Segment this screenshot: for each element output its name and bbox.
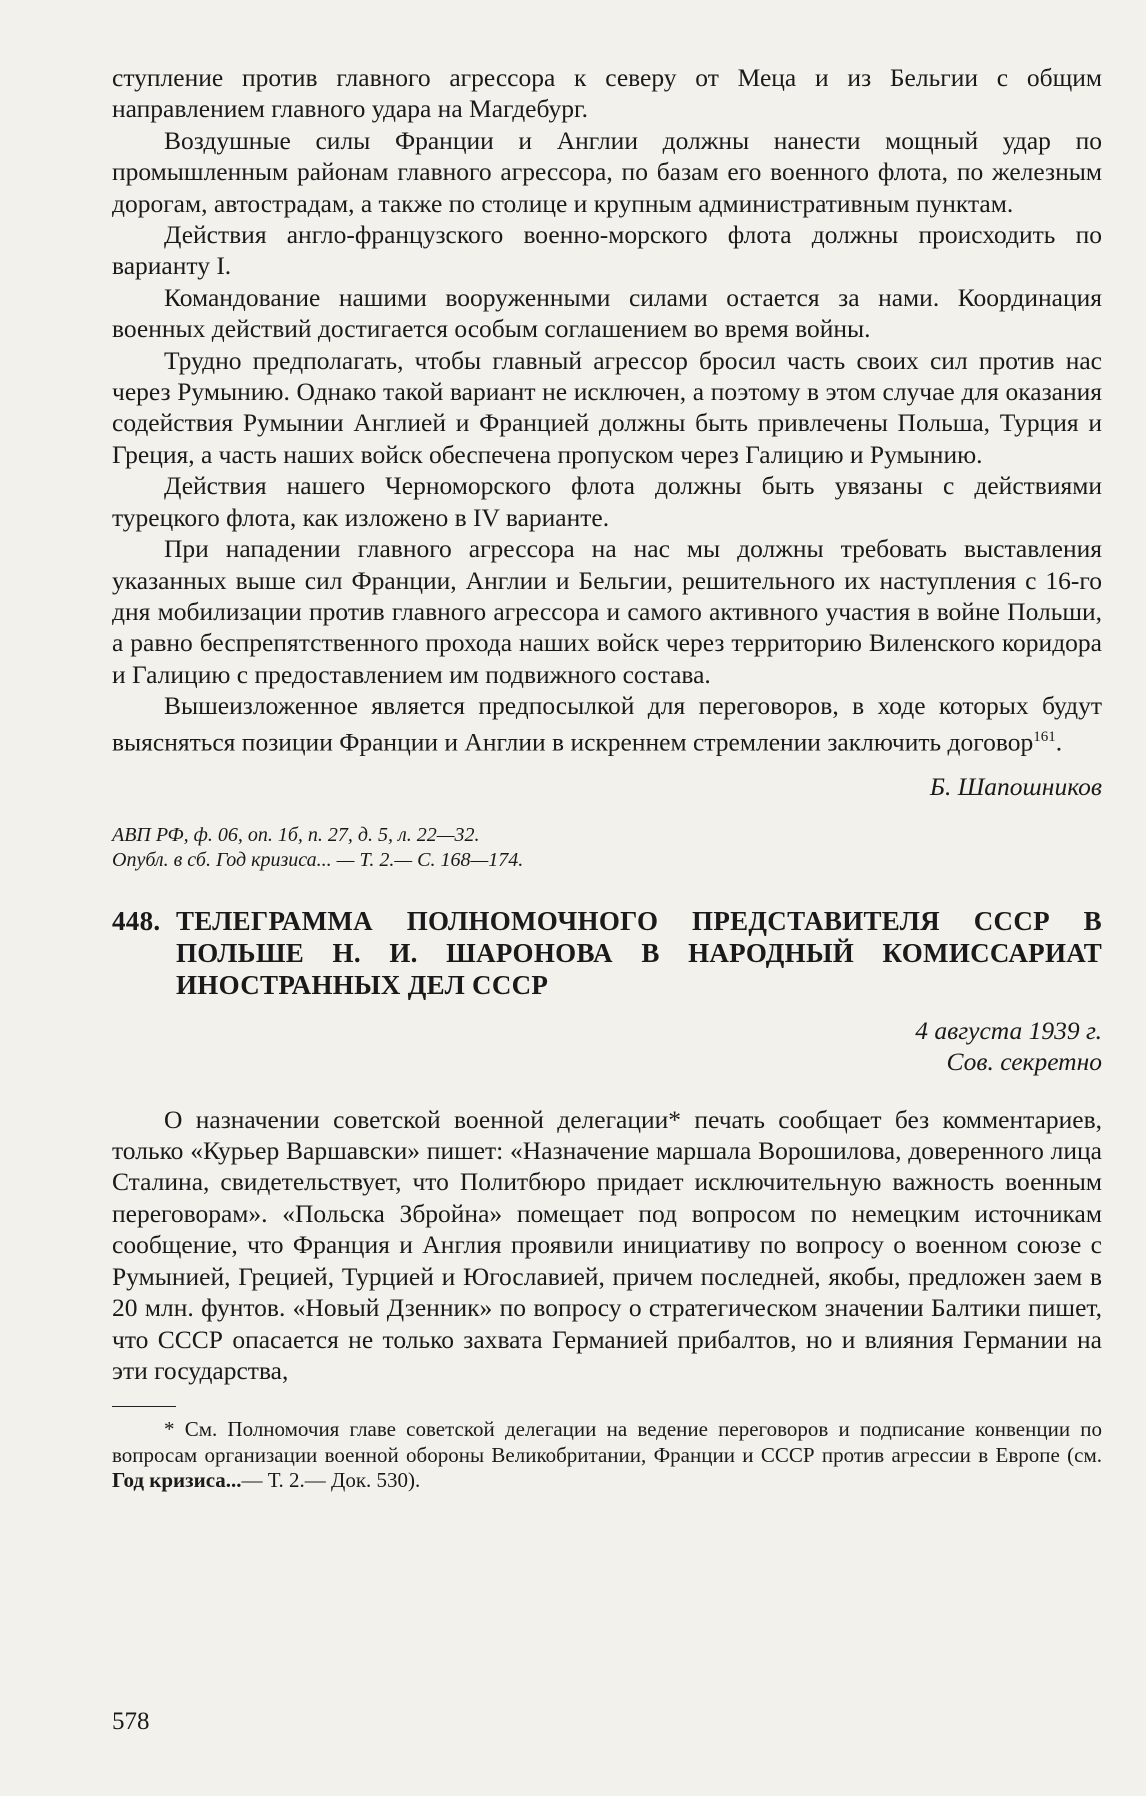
- paragraph-1: ступление против главного агрессора к северу от Меца и из Бельгии с общим направлением главного удара на Магдебург.: [112, 63, 1102, 124]
- paragraph-4: Командование нашими вооруженными силами остается за нами. Координация военных действий достигается особым соглашением во время войны.: [112, 282, 1102, 344]
- footnote-ref-161: 161: [1033, 728, 1056, 745]
- paragraph-6: Действия нашего Черноморского флота должны быть увязаны с действиями турецкого флота, как изложено в IV варианте.: [112, 471, 1102, 532]
- telegram-body: О назначении советской военной делегации* печать сообщает без комментариев, только «Курьер Варшавски» пишет: «Назначение маршала Ворошилова, доверенного лица Сталина, свидетельствует, что Политбюро придает исключительную важность военным переговорам». «Польска Збройна» помещает под вопросом по немецким источникам сообщение, что Франция и Англия проявили инициативу по вопросу о военном союзе с Румынией, Грецией, Турцией и Югославией, причем последней, якобы, предложен заем в 20 млн. фунтов. «Новый Дзенник» по вопросу о стратегическом значении Балтики пишет, что СССР опасается не только захвата Германией прибалтов, но и влияния Германии на эти государства,: [112, 1104, 1102, 1385]
- document-number: 448.: [112, 905, 161, 936]
- page-number: 578: [112, 1708, 150, 1735]
- footnote-divider: [112, 1406, 176, 1407]
- paragraph-8-text: Вышеизложенное является предпосылкой для переговоров, в ходе которых будут выясняться позиции Франции и Англии в искреннем стремлении заключить договор: [112, 691, 1102, 757]
- paragraph-5: Трудно предполагать, чтобы главный агрессор бросил часть своих сил против нас через Румынию. Однако такой вариант не исключен, а поэтому в этом случае для оказания содействия Румынии Англией и Францией должны быть привлечены Польша, Турция и Греция, а часть наших войск обеспечена пропуском через Галицию и Румынию.: [112, 345, 1102, 469]
- paragraph-8: [112, 690, 1102, 757]
- main-text: [112, 62, 1102, 1494]
- footnote-tail: — Т. 2.— Док. 530).: [241, 1468, 421, 1493]
- publication-reference: Опубл. в сб. Год кризиса... — Т. 2.— С. 168—174.: [112, 848, 524, 871]
- footnote-text: * См. Полномочия главе советской делегации на ведение переговоров и подписание конвенции по вопросам организации военной обороны Великобритании, Франции и СССР против агрессии в Европе (см.: [112, 1417, 1102, 1467]
- paragraph-7: При нападении главного агрессора на нас мы должны требовать выставления указанных выше сил Франции, Англии и Бельгии, решительного их наступления с 16-го дня мобилизации против главного агрессора и самого активного участия в войне Польши, а равно беспрепятственного прохода наших войск через территорию Виленского коридора и Галицию с предоставлением им подвижного состава.: [112, 534, 1102, 689]
- date-block: [112, 1015, 1102, 1078]
- footnote: [112, 1417, 1102, 1494]
- paragraph-3: Действия англо-французского военно-морского флота должны происходить по варианту I.: [112, 220, 1102, 281]
- classification-mark: Сов. секретно: [946, 1047, 1102, 1077]
- signature: Б. Шапошников: [929, 772, 1102, 802]
- archive-reference: АВП РФ, ф. 06, оп. 1б, п. 27, д. 5, л. 22—32.: [112, 823, 480, 846]
- document-heading: [112, 905, 1102, 1001]
- footnote-bold-title: Год кризиса...: [112, 1468, 242, 1493]
- document-title: ТЕЛЕГРАММА ПОЛНОМОЧНОГО ПРЕДСТАВИТЕЛЯ СССР В ПОЛЬШЕ Н. И. ШАРОНОВА В НАРОДНЫЙ КОМИССАРИАТ ИНОСТРАННЫХ ДЕЛ СССР: [176, 905, 1102, 1000]
- paragraph-2: Воздушные силы Франции и Англии должны нанести мощный удар по промышленным районам главного агрессора, по базам его военного флота, по железным дорогам, автострадам, а также по столице и крупным административным пунктам.: [112, 125, 1102, 218]
- document-date: 4 августа 1939 г.: [915, 1015, 1102, 1045]
- paragraph-8-end: .: [1055, 727, 1063, 757]
- archive-source: [112, 823, 1102, 873]
